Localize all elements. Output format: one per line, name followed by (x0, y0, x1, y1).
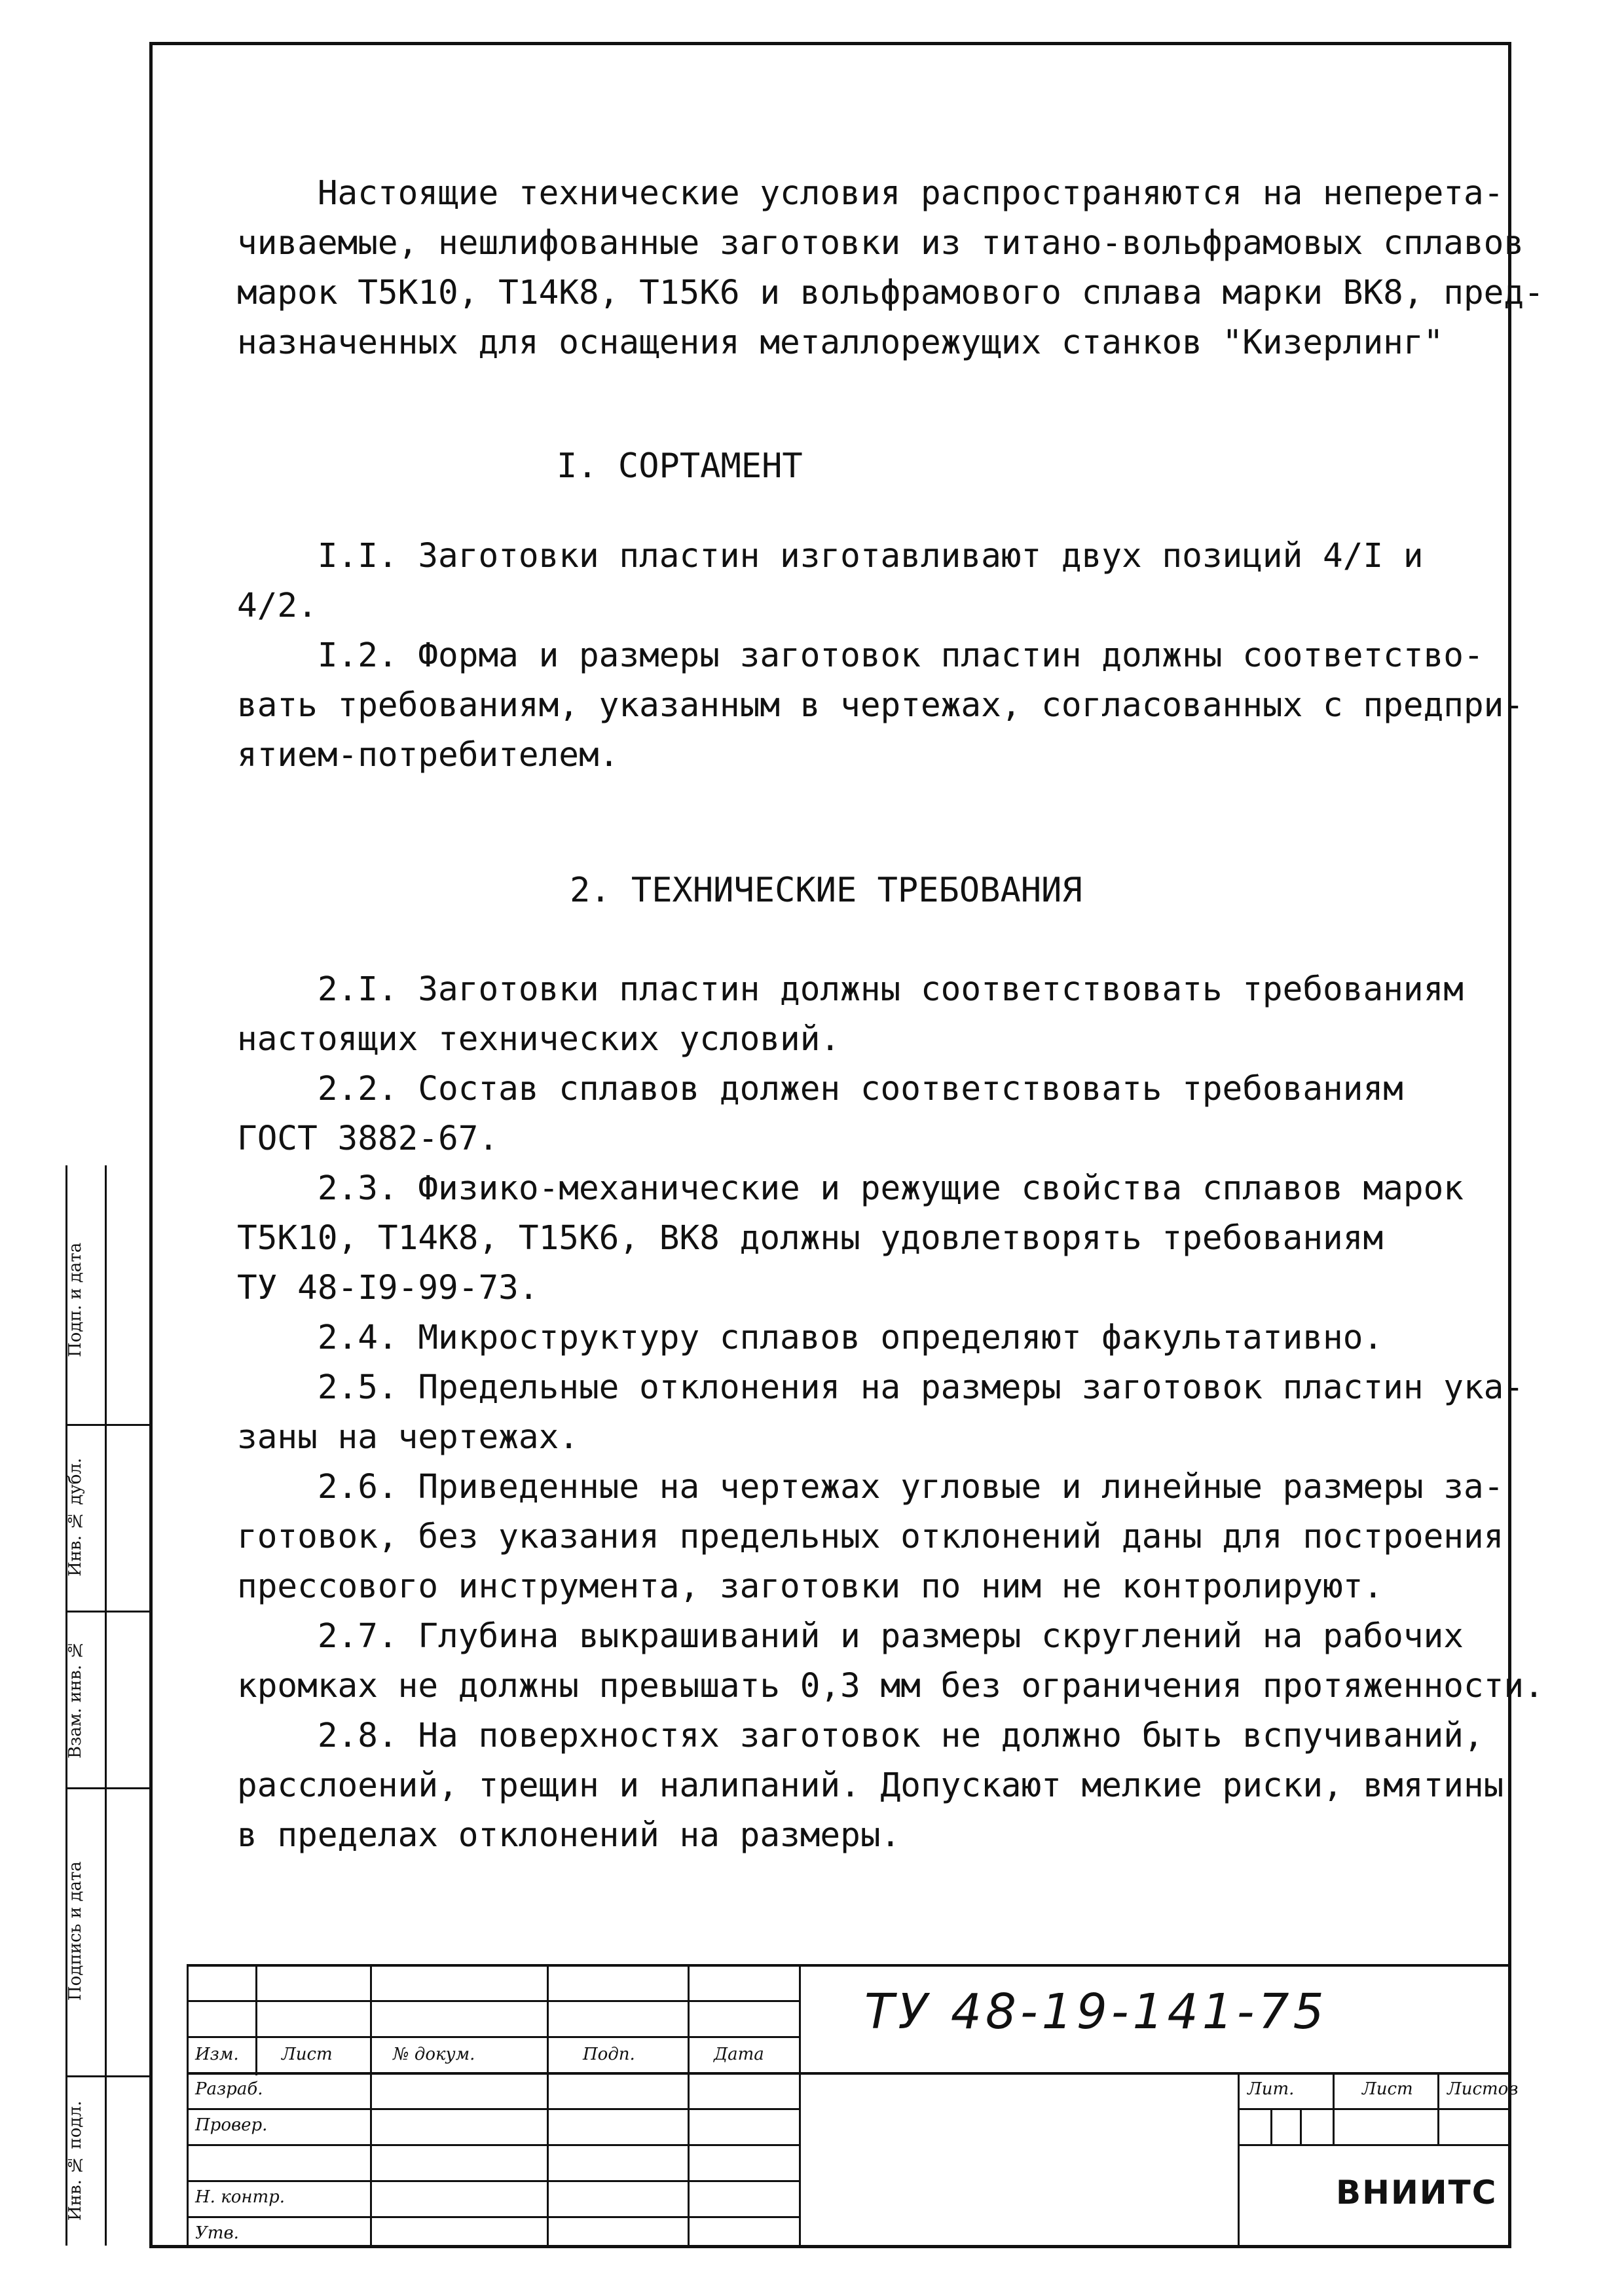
intro-line: назначенных для оснащения металлорежущих станков "Кизерлинг" (237, 323, 1444, 362)
margin-strip-right-line (105, 1165, 107, 2246)
title-block-col-line (1437, 2072, 1439, 2144)
title-block-row-line (1238, 2144, 1511, 2146)
section-2-line: 2.7. Глубина выкрашиваний и размеры скруглений на рабочих (237, 1617, 1464, 1656)
title-block-row-line (187, 2108, 799, 2110)
prover-label: Провер. (195, 2115, 268, 2135)
title-block-col-line (1238, 2072, 1240, 2248)
section-2-line: готовок, без указания предельных отклонений даны для построения (237, 1518, 1504, 1556)
margin-divider (65, 1787, 151, 1789)
section-2-line: настоящих технических условий. (237, 1020, 841, 1059)
title-block-row-line (187, 2000, 799, 2002)
margin-divider (65, 2075, 151, 2077)
section-1-line: ятием-потребителем. (237, 736, 619, 774)
organization-name: ВНИИТС (1336, 2174, 1498, 2212)
intro-line: марок Т5К10, Т14К8, Т15К6 и вольфрамового сплава марки ВК8, пред- (237, 274, 1544, 312)
col-data-label: Дата (714, 2045, 764, 2064)
title-block-col-line (547, 1964, 549, 2248)
col-podp-label: Подп. (583, 2045, 635, 2064)
section-2-line: ТУ 48-I9-99-73. (237, 1269, 539, 1307)
section-2-line: прессового инструмента, заготовки по ним не контролируют. (237, 1567, 1384, 1606)
title-block-row-line (187, 2144, 799, 2146)
side-label-inv-dubl: Инв. № дубл. (65, 1457, 85, 1577)
col-list-label: Лист (282, 2045, 333, 2064)
section-1-line: 4/2. (237, 587, 318, 625)
title-block-col-line (688, 1964, 690, 2248)
section-2-line: 2.4. Микроструктуру сплавов определяют факультативно. (237, 1319, 1384, 1357)
title-block-top-line (187, 1964, 1511, 1967)
section-2-line: расслоений, трещин и налипаний. Допускают мелкие риски, вмятины (237, 1766, 1504, 1805)
section-2-line: ГОСТ 3882-67. (237, 1120, 499, 1158)
intro-line: Настоящие технические условия распространяются на неперета- (237, 174, 1504, 213)
section-2-line: заны на чертежах. (237, 1418, 579, 1457)
section-2-line: 2.2. Состав сплавов должен соответствовать требованиям (237, 1070, 1403, 1108)
section-2-line: 2.8. На поверхностях заготовок не должно быть вспучиваний, (237, 1717, 1484, 1755)
title-block-row-line (187, 2036, 799, 2038)
document-code: ТУ 48-19-141-75 (864, 1984, 1328, 2040)
section-2-title: 2. ТЕХНИЧЕСКИЕ ТРЕБОВАНИЯ (570, 871, 1082, 910)
section-2-line: Т5К10, Т14К8, Т15К6, ВК8 должны удовлетворять требованиям (237, 1219, 1384, 1258)
margin-divider (65, 1611, 151, 1613)
title-block-col-line (255, 1964, 257, 2075)
title-block-mid-line (187, 2072, 1511, 2075)
side-label-inv-podl: Инв. № подл. (65, 2100, 85, 2221)
title-block-row-line (1238, 2108, 1511, 2110)
title-block-col-line (187, 1964, 189, 2248)
section-2-line: кромках не должны превышать 0,3 мм без ограничения протяженности. (237, 1667, 1544, 1705)
title-block-col-line (1300, 2108, 1302, 2144)
razrab-label: Разраб. (195, 2079, 263, 2099)
side-label-vzam-inv: Взам. инв. № (65, 1639, 85, 1758)
side-label-podpis-data: Подпись и дата (65, 1861, 85, 2001)
n-kontr-label: Н. контр. (195, 2187, 286, 2207)
section-2-line: 2.6. Приведенные на чертежах угловые и линейные размеры за- (237, 1468, 1504, 1506)
section-1-line: I.I. Заготовки пластин изготавливают двух позиций 4/I и (237, 537, 1424, 575)
margin-divider (65, 1424, 151, 1426)
section-1-line: вать требованиям, указанным в чертежах, согласованных с предпри- (237, 686, 1524, 725)
section-2-line: 2.I. Заготовки пластин должны соответствовать требованиям (237, 970, 1464, 1009)
title-block-col-line (1333, 2072, 1335, 2144)
section-1-line: I.2. Форма и размеры заготовок пластин должны соответство- (237, 636, 1484, 675)
col-dokum-label: № докум. (393, 2045, 475, 2064)
listov-label: Листов (1447, 2079, 1519, 2099)
intro-line: чиваемые, нешлифованные заготовки из титано-вольфрамовых сплавов (237, 224, 1524, 263)
section-1-title: I. СОРТАМЕНТ (557, 446, 803, 486)
title-block-col-line (370, 1964, 372, 2248)
title-block-col-line (799, 1964, 801, 2248)
section-2-line: 2.5. Предельные отклонения на размеры заготовок пластин ука- (237, 1368, 1524, 1407)
title-block-col-line (1270, 2108, 1272, 2144)
utv-label: Утв. (195, 2223, 239, 2243)
section-2-line: 2.3. Физико-механические и режущие свойства сплавов марок (237, 1169, 1464, 1208)
title-block-row-line (187, 2180, 799, 2182)
col-izm-label: Изм. (195, 2045, 239, 2064)
section-2-line: в пределах отклонений на размеры. (237, 1816, 901, 1855)
title-block-row-line (187, 2216, 799, 2218)
list-label: Лист (1362, 2079, 1413, 2099)
side-label-podp-data: Подп. и дата (65, 1242, 85, 1357)
lit-label: Лит. (1247, 2079, 1295, 2099)
